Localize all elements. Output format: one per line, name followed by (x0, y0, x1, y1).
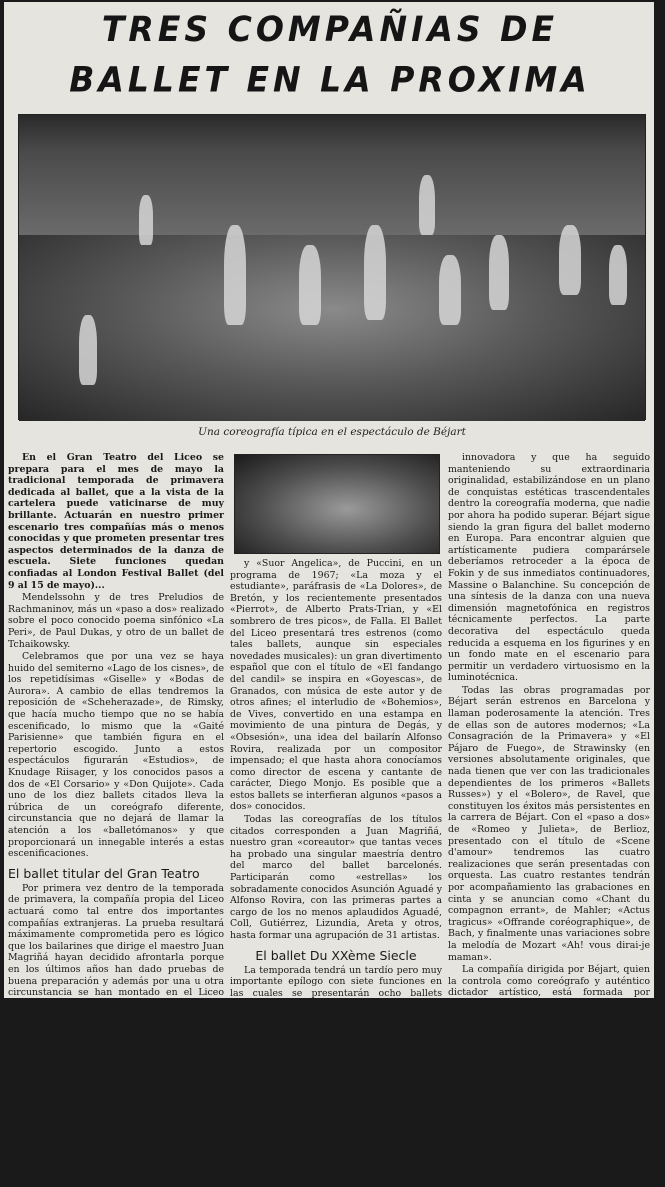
dancer-figure (559, 225, 581, 295)
dancer-figure (79, 315, 97, 385)
dancer-figure (489, 235, 509, 310)
dancer-figure (139, 195, 153, 245)
headline: TRES COMPAÑIAS DE BALLET EN LA PROXIMA (69, 8, 591, 100)
dancer-figure (224, 225, 246, 325)
dancer-figure (364, 225, 386, 320)
photo-caption: Una coreografía típica en el espectáculo de Béjart (198, 426, 466, 438)
paragraph: Celebramos que por una vez se haya huido del semiterno «Lago de los cisnes», de los repetidísimas «Giselle» y «Bodas de Aurora». A cambio de ellas tendremos la reposición de «Scheherazade», de Rimsky, que hacía mucho tiempo que no se había escenificado, lo mismo que la «Gaité Parisienne» que también figura en el repertorio escogido. Junto a estos espectáculos figurarán «Estudios», de Knudage Riisager, y los conocidos pasos a dos de «El Corsario» y «Don Quijote». Cada uno de los diez ballets citados lleva la rúbrica de un coreógrafo diferente, circunstancia que no dejará de llamar la atención a los «balletómanos» y que proporcionará un innegable interés a estas escenificaciones. (8, 651, 224, 860)
stage-floor (19, 235, 645, 421)
section-subhead: El ballet titular del Gran Teatro (8, 865, 200, 881)
ballet-photo (18, 114, 646, 420)
article-column-3 (448, 452, 650, 1187)
article-column-2 (230, 558, 442, 1069)
dancer-figure (609, 245, 627, 305)
paragraph: En el Gran Teatro del Liceo se prepara para el mes de mayo la tradicional temporada de primavera dedicada al ballet, que a la vista de la cartelera puede vaticinarse de muy brillante. Actuarán en nuestro primer escenario tres compañías más o menos conocidas y que prometen presentar tres aspectos determinados de la danza de escuela. Siete funciones quedan confiadas al London Festival Ballet (del 9 al 15 de mayo)... (8, 452, 224, 591)
paragraph: Todas las obras programadas por Béjart serán estrenos en Barcelona y llaman poderosamente la atención. Tres de ellas son de autores modernos; «La Consagración de la Primavera» y «El Pájaro de Fuego», de Strawinsky (en versiones absolutamente originales, que nada tienen que ver con las tradicionales dependientes de los primeros «Ballets Russes») y el «Bolero», de Ravel, que constituyen los éxitos más persistentes en la carrera de Béjart. Con el «paso a dos» de «Romeo y Julieta», de Berlioz, presentado con el título de «Scene d'amour» tendremos las cuatro realizaciones que serán presentadas con orquesta. Las cuatro restantes tendrán por acompañamiento las grabaciones en cinta y se anuncian como «Chant du compagnon errant», de Mahler; «Actus tragicus» «Offrande coréographique», de Bach, y finalmente unas variaciones sobre la melodía de Mozart «Ah! vous dirai-je maman». (448, 684, 650, 963)
paragraph: La compañía dirigida por Béjart, quien la controla como coreógrafo y auténtico dictador artístico, está formada por sesenta intérpretes, entre los cuales —al menos en el programa— no se establecen jerarquías. (448, 964, 650, 1034)
paragraph: innovadora y que ha seguido manteniendo su extraordinaria originalidad, estabilizándose en un plano de conquistas estéticas trascendentales dentro la coreografía moderna, que nadie por ahora ha podido superar. Béjart sigue siendo la gran figura del ballet moderno en Europa. Para encontrar alguien que artísticamente pudiera comparársele deberíamos retroceder a la época de Fokin y de sus inmediatos continuadores, Massine o Balanchine. Su concepción de una síntesis de la danza con una nueva dimensión magnetofónica en registros técnicamente perfectos. La parte decorativa del espectáculo queda reducida a esquema en los figurines y en un fondo mate en el escenario para permitir un verdadero virtuosismo en la luminotécnica. (448, 452, 650, 684)
paragraph: Todas las coreografías de los títulos citados corresponden a Juan Magriñá, nuestro gran «coreautor» que tantas veces ha probado una singular maestría dentro del marco del ballet barcelonés. Participarán como «estrellas» los sobradamente conocidos Asunción Aguadé y Alfonso Rovira, con las primeras partes a cargo de los no menos aplaudidos Aguadé, Coll, Gutiérrez, Lizundia, Areta y otros, hasta formar una agrupación de 31 artistas. (230, 814, 442, 941)
dancer-figure (419, 175, 435, 235)
paragraph: Mendelssohn y de tres Preludios de Rachmaninov, más un «paso a dos» realizado sobre el poco conocido poema sinfónico «La Peri», de Paul Dukas, y otro de un ballet de Tchaikowsky. (8, 592, 224, 650)
dancer-figure (439, 255, 461, 325)
paragraph: La temporada tendrá un tardío pero muy importante epílogo con siete funciones en las cuales se presentarán ocho ballets nuevos en su concepción plástica del más famoso, discutido y aclamado de los coreógrafos europeos, Maurice Béjart. La compañía de Béjart ha actuado en muchos teatros donde hemos visto el progreso de su estética que en principio fue radicalmente (230, 964, 442, 1069)
paragraph: y «Suor Angelica», de Puccini, en un programa de 1967; «La moza y el estudiante», paráfrasis de «La Dolores», de Bretón, y los recientemente presentados «Pierrot», de Alberto Prats-Trian, y «El sombrero de tres picos», de Falla. El Ballet del Liceo presentará tres estrenos (como tales ballets, aunque sin especiales novedades musicales): un gran divertimento español que con el título de «El fandango del candil» se inspira en «Goyescas», de Granados, con música de este autor y de otros afines; el interludio de «Bohemios», de Vives, convertido en una estampa en movimiento de una pintura de Degás, y «Obsesión», una idea del bailarín Alfonso Rovira, realizada por un compositor impensado; el que hasta ahora conocíamos como director de escena y cantante de carácter, Diego Monjo. Es posible que a estos ballets se interfieran algunos «pasos a dos» conocidos. (230, 558, 442, 813)
paragraph: Por primera vez dentro de la temporada de primavera, la compañía propia del Liceo actuará como tal entre dos importantes compañías extranjeras. La prueba resultará máximamente comprometida pero es lógico que los bailarines que dirige el maestro Juan Magriñá hayan decidido afrontarla porque en los últimos años han dado pruebas de buena preparación y además por una u otra circunstancia se han montado en el Liceo varios ballets de carácter clásico-español que merecían una atención superior a la que el público les ha prestado al figurar en los programas operísticos como un complemento secundario. Son estos «A tiempo romántico», que si no recordamos mal se presentó junto con la ópera «María del Carmen», de Granados; «El duelo», del compositor (8, 882, 224, 1103)
paragraph: Sin duda, estos siete espectáculos de Maurice Béjart darán un carácter de novedad absoluta a las tradiciones coreográficas del Liceo, necesitadas de la inyección de aire puro y renovado que entrará en nuestro primer escenario con la presencia del Ballet du XXème Siecle. (448, 1093, 650, 1175)
newspaper-page (4, 2, 654, 1187)
paragraph: En cada uno de los espectáculos presentados, dos obras serán acompañadas por la orquesta que dirigirá Guy Barbier, y una se dará con música registrada. (448, 1034, 650, 1093)
section-subhead: El ballet Du XXème Siecle (255, 947, 417, 963)
dancer-figure (299, 245, 321, 325)
dancer-photo-small (234, 454, 440, 554)
article-column-1 (8, 452, 224, 1103)
author-signature: — X. M. (612, 1175, 650, 1187)
